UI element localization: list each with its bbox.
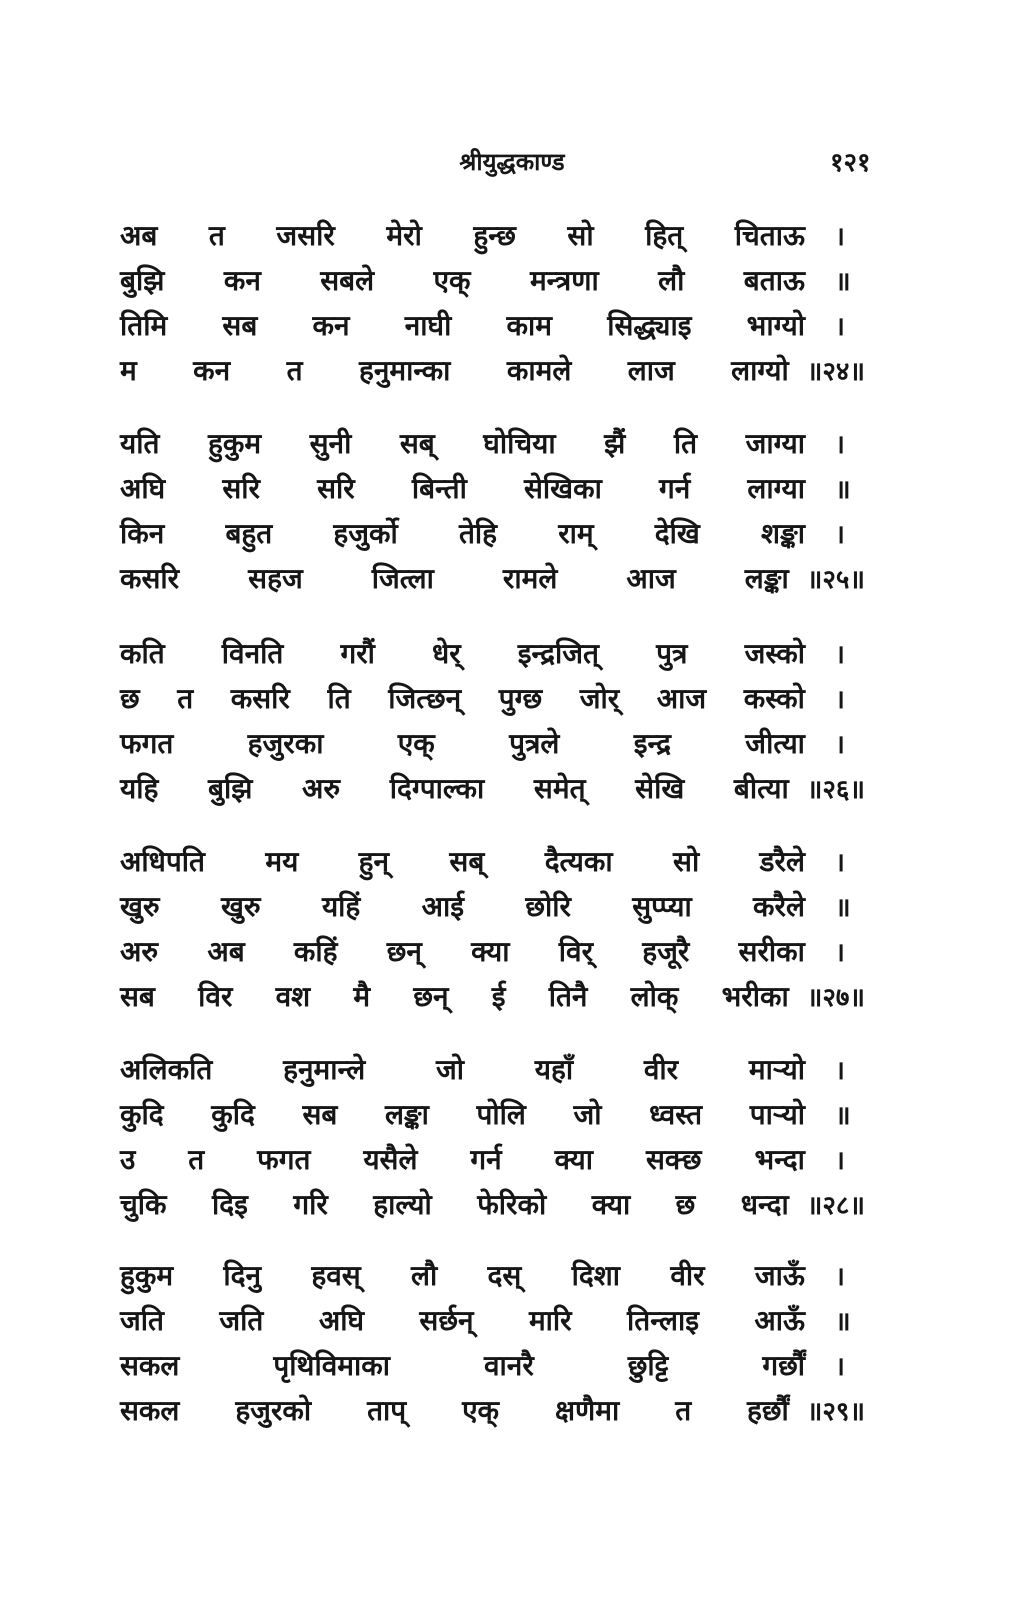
- verse-word: वानरै: [483, 1348, 534, 1382]
- verse-word: तिनै: [548, 979, 588, 1013]
- verse-word: तिमि: [120, 308, 168, 342]
- verse-line: [120, 720, 865, 765]
- verse-word: दिनु: [223, 1258, 262, 1292]
- verse-word: गरौं: [340, 636, 375, 670]
- verse-line-text: [120, 887, 805, 925]
- verse-word: घोचिया: [483, 426, 556, 460]
- verse-word: हवस्: [311, 1258, 361, 1292]
- verse-word: लाग्या: [747, 471, 805, 505]
- verse-word: सुप्प्या: [632, 889, 692, 923]
- verse-word: एक्: [462, 1393, 500, 1427]
- verse-word: सर्छन्: [419, 1303, 474, 1337]
- verse-word: धेर्: [432, 636, 461, 670]
- danda-mark: ।: [835, 1261, 845, 1292]
- verse-word: छुट्टि: [627, 1348, 669, 1382]
- verse-word: एक्: [397, 726, 435, 760]
- danda-mark: ।: [835, 311, 845, 342]
- verse-word: आज: [626, 561, 676, 595]
- verse-line-text: [120, 1301, 805, 1339]
- verse-word: काम: [506, 308, 553, 342]
- verse-line-text: [120, 1095, 805, 1133]
- verse-word: ई: [491, 979, 506, 1013]
- verse-word: पोलि: [476, 1097, 526, 1131]
- verse-word: अरु: [120, 934, 159, 968]
- verse-word: सरीका: [738, 934, 805, 968]
- verse-line-text: [120, 514, 805, 552]
- verse-word: चिताऊ: [734, 218, 805, 252]
- verse-word: बीत्या: [733, 771, 789, 805]
- verse-word: छन्: [386, 934, 422, 968]
- verse-word: कहिं: [293, 934, 338, 968]
- verse-word: त: [286, 353, 303, 387]
- danda-mark: ॥: [835, 474, 851, 505]
- verse-word: बहुत: [225, 516, 273, 550]
- danda-mark: ।: [835, 1055, 845, 1086]
- verse-line-text: [120, 351, 789, 389]
- verse-line: [120, 883, 865, 928]
- verse-word: सो: [673, 844, 700, 878]
- verse-word: बताऊ: [743, 263, 805, 297]
- danda-mark: ।: [835, 937, 845, 968]
- verse-word: सब्: [399, 426, 435, 460]
- verse-word: गर्न: [658, 471, 691, 505]
- verse-word: मेरो: [386, 218, 422, 252]
- verse-line-text: [120, 932, 805, 970]
- verse-word: ताप्: [367, 1393, 407, 1427]
- verse-word: अरु: [302, 771, 341, 805]
- verse-line: [120, 510, 865, 555]
- verse-word: रामले: [502, 561, 558, 595]
- verse-word: यहि: [120, 771, 159, 805]
- danda-mark: ।: [835, 519, 845, 550]
- verse-word: हजुरको: [235, 1393, 312, 1427]
- verse-word: अधिपति: [120, 844, 205, 878]
- verse-word: सेखि: [635, 771, 685, 805]
- verse-word: सो: [567, 218, 594, 252]
- danda-mark: ॥: [835, 266, 851, 297]
- verse-word: पार्‍यो: [749, 1097, 805, 1131]
- verse-line-text: [120, 1256, 805, 1294]
- danda-mark: ।: [835, 847, 845, 878]
- verse-word: त: [188, 1142, 205, 1176]
- verse-word: जीत्या: [745, 726, 805, 760]
- verse-word: हजूरै: [642, 934, 690, 968]
- verse-stanza: [120, 1046, 865, 1226]
- verse-word: लोक्: [630, 979, 679, 1013]
- verse-word: दिइ: [212, 1187, 248, 1221]
- verse-word: छोरि: [525, 889, 571, 923]
- verse-word: पृथिविमाका: [273, 1348, 391, 1382]
- verse-line-text: [120, 634, 805, 672]
- verse-word: कन: [312, 308, 350, 342]
- verse-line: [120, 838, 865, 883]
- verse-word: करैले: [753, 889, 805, 923]
- verse-word: ति: [327, 681, 351, 715]
- verse-number-marker: ॥२५॥: [806, 564, 865, 595]
- verse-word: तेहि: [458, 516, 498, 550]
- verse-word: गर्न: [470, 1142, 502, 1176]
- verse-word: भरीका: [721, 979, 789, 1013]
- verse-word: आई: [421, 889, 464, 923]
- verse-word: सब: [302, 1097, 338, 1131]
- verse-word: यसैले: [363, 1142, 418, 1176]
- verse-line: [120, 630, 865, 675]
- verse-word: कामले: [506, 353, 572, 387]
- verse-line: [120, 302, 865, 347]
- verse-word: सिद्ध्याइ: [607, 308, 692, 342]
- verse-line-text: [120, 724, 805, 762]
- verse-word: हजुर्को: [333, 516, 398, 550]
- verse-line-text: [120, 1346, 805, 1384]
- verse-word: खुरु: [120, 889, 160, 923]
- verse-word: दिशा: [571, 1258, 621, 1292]
- verse-word: कस्को: [743, 681, 805, 715]
- verse-number-marker: ॥२४॥: [806, 356, 865, 387]
- verse-word: फगत: [257, 1142, 311, 1176]
- verse-word: जित्छन्: [388, 681, 462, 715]
- verse-word: मारि: [528, 1303, 572, 1337]
- verse-word: हित्: [645, 218, 684, 252]
- verse-word: भन्दा: [754, 1142, 805, 1176]
- verse-word: सरि: [222, 471, 260, 505]
- verse-line-text: [120, 679, 805, 717]
- verse-word: वीर: [643, 1052, 679, 1086]
- verse-word: पुत्रले: [509, 726, 560, 760]
- verse-line-text: [120, 769, 789, 807]
- verse-word: एक्: [433, 263, 471, 297]
- verse-word: सबले: [320, 263, 375, 297]
- verse-line: [120, 465, 865, 510]
- danda-mark: ॥: [835, 1306, 851, 1337]
- verse-word: शङ्का: [760, 516, 805, 550]
- verse-word: मन्त्रणा: [529, 263, 599, 297]
- verse-word: हजुरका: [247, 726, 324, 760]
- verse-word: फगत: [120, 726, 174, 760]
- verse-word: खुरु: [220, 889, 261, 923]
- verse-word: क्षणैमा: [554, 1393, 620, 1427]
- verse-word: सकल: [120, 1393, 180, 1427]
- verse-word: वश: [275, 979, 311, 1013]
- verse-word: ति: [673, 426, 698, 460]
- verse-word: गर्छौं: [762, 1348, 805, 1382]
- verse-word: सहज: [248, 561, 303, 595]
- verse-line: [120, 973, 865, 1018]
- verse-stanza: [120, 1252, 865, 1432]
- verse-word: राम्: [558, 516, 594, 550]
- verse-line: [120, 1091, 865, 1136]
- verse-word: बिन्ती: [411, 471, 467, 505]
- danda-mark: ।: [835, 1351, 845, 1382]
- verse-word: क्या: [471, 934, 510, 968]
- verse-word: जित्ला: [371, 561, 434, 595]
- verse-word: चुकि: [120, 1187, 167, 1221]
- verse-word: सकल: [120, 1348, 180, 1382]
- verse-word: दिग्पाल्का: [389, 771, 485, 805]
- verse-word: आऊँ: [754, 1303, 805, 1337]
- verse-word: दस्: [487, 1258, 522, 1292]
- verse-word: आज: [656, 681, 707, 715]
- danda-mark: ।: [835, 639, 845, 670]
- verse-number-marker: ॥२८॥: [806, 1190, 865, 1221]
- verse-line-text: [120, 1140, 805, 1178]
- verse-word: जाग्या: [745, 426, 805, 460]
- verse-word: कसरि: [120, 561, 180, 595]
- verse-word: लाज: [627, 353, 675, 387]
- danda-mark: ।: [835, 684, 845, 715]
- verse-word: हनुमान्का: [358, 353, 451, 387]
- verse-word: यति: [120, 426, 160, 460]
- verse-word: सब्: [449, 844, 485, 878]
- verse-number-marker: ॥२९॥: [806, 1396, 865, 1427]
- verse-word: हुकुम: [120, 1258, 174, 1292]
- verse-word: कुदि: [120, 1097, 164, 1131]
- verse-word: देखि: [654, 516, 700, 550]
- verse-word: क्या: [554, 1142, 594, 1176]
- verse-word: सरि: [317, 471, 355, 505]
- verse-word: कन: [193, 353, 231, 387]
- verse-word: हर्छौं: [747, 1393, 789, 1427]
- verse-word: यहिं: [321, 889, 361, 923]
- verse-word: सब: [222, 308, 258, 342]
- verse-word: विर: [198, 979, 233, 1013]
- verse-number-marker: ॥२६॥: [806, 774, 865, 805]
- verse-word: कति: [120, 636, 165, 670]
- verse-word: छ: [675, 1187, 696, 1221]
- danda-mark: ।: [835, 729, 845, 760]
- verse-word: सक्छ: [645, 1142, 702, 1176]
- verse-line: [120, 1297, 865, 1342]
- verse-line: [120, 257, 865, 302]
- verse-line-text: [120, 977, 789, 1015]
- verse-line-text: [120, 842, 805, 880]
- verse-word: मै: [353, 979, 371, 1013]
- verse-word: छ: [120, 681, 140, 715]
- verse-word: कसरि: [230, 681, 290, 715]
- verse-word: लङ्का: [744, 561, 789, 595]
- verse-line: [120, 928, 865, 973]
- verse-line-text: [120, 1050, 805, 1088]
- verse-line: [120, 347, 865, 392]
- verse-line: [120, 1136, 865, 1181]
- verse-stanza: [120, 212, 865, 392]
- verse-word: अलिकति: [120, 1052, 213, 1086]
- verse-word: डरैले: [759, 844, 805, 878]
- verse-word: धन्दा: [740, 1187, 789, 1221]
- verse-word: जति: [219, 1303, 264, 1337]
- verse-word: समेत्: [533, 771, 586, 805]
- verse-word: लौ: [658, 263, 685, 297]
- verse-line-text: [120, 216, 805, 254]
- verse-word: हुन्: [358, 844, 390, 878]
- verse-word: मार्‍यो: [748, 1052, 805, 1086]
- verse-word: नाघी: [404, 308, 452, 342]
- verse-line-text: [120, 261, 805, 299]
- verse-word: विनति: [221, 636, 284, 670]
- verse-word: अघि: [120, 471, 166, 505]
- danda-mark: ।: [835, 221, 845, 252]
- verse-stanza: [120, 420, 865, 600]
- verse-word: मय: [265, 844, 299, 878]
- verse-stanza: [120, 838, 865, 1018]
- verse-word: इन्द्र: [633, 726, 671, 760]
- verse-word: लौ: [411, 1258, 438, 1292]
- verse-number-marker: ॥२७॥: [806, 982, 865, 1013]
- verse-word: जस्को: [744, 636, 805, 670]
- running-header-title: श्रीयुद्धकाण्ड: [459, 148, 565, 176]
- verse-word: झैं: [604, 426, 626, 460]
- verse-word: हनुमान्ले: [283, 1052, 366, 1086]
- verse-word: इन्द्रजित्: [517, 636, 600, 670]
- verse-word: त: [177, 681, 194, 715]
- verse-word: विर्: [558, 934, 594, 968]
- verse-word: बुझि: [207, 771, 253, 805]
- danda-mark: ।: [835, 429, 845, 460]
- verse-line-text: [120, 559, 789, 597]
- verse-word: त: [675, 1393, 692, 1427]
- verse-line: [120, 1342, 865, 1387]
- verse-word: छन्: [413, 979, 449, 1013]
- verse-line: [120, 675, 865, 720]
- verse-word: जो: [573, 1097, 602, 1131]
- verse-line-text: [120, 1185, 789, 1223]
- verse-line: [120, 1252, 865, 1297]
- verse-line: [120, 765, 865, 810]
- verse-word: जोर्: [579, 681, 620, 715]
- verse-word: ध्वस्त: [649, 1097, 703, 1131]
- verse-word: हुकुम: [207, 426, 262, 460]
- verse-line: [120, 1387, 865, 1432]
- verse-word: जसरि: [276, 218, 335, 252]
- verse-word: बुझि: [120, 263, 165, 297]
- verse-word: सब: [120, 979, 155, 1013]
- verse-line: [120, 420, 865, 465]
- verse-word: उ: [120, 1142, 136, 1176]
- verse-line-text: [120, 469, 805, 507]
- verse-word: लङ्का: [384, 1097, 429, 1131]
- verse-word: फेरिको: [477, 1187, 547, 1221]
- verse-word: जति: [120, 1303, 164, 1337]
- verse-word: त: [208, 218, 225, 252]
- verse-line: [120, 555, 865, 600]
- verse-word: हाल्यो: [373, 1187, 432, 1221]
- danda-mark: ।: [835, 1145, 845, 1176]
- verse-word: म: [120, 353, 137, 387]
- verse-word: यहाँ: [534, 1052, 574, 1086]
- verse-word: अब: [207, 934, 245, 968]
- verse-word: गरि: [293, 1187, 328, 1221]
- verse-word: भाग्यो: [746, 308, 805, 342]
- danda-mark: ॥: [835, 1100, 851, 1131]
- verse-word: लाग्यो: [731, 353, 789, 387]
- verse-word: किन: [120, 516, 165, 550]
- verse-line-text: [120, 1391, 789, 1429]
- verse-word: क्या: [591, 1187, 631, 1221]
- verse-word: सुनी: [309, 426, 352, 460]
- verse-word: तिन्लाइ: [627, 1303, 699, 1337]
- danda-mark: ॥: [835, 892, 851, 923]
- verse-line-text: [120, 306, 805, 344]
- verse-word: कुदि: [211, 1097, 255, 1131]
- verse-word: वीर: [670, 1258, 705, 1292]
- verse-line: [120, 212, 865, 257]
- verse-stanza: [120, 630, 865, 810]
- verse-word: कन: [223, 263, 261, 297]
- verse-word: अब: [120, 218, 158, 252]
- verse-line-text: [120, 424, 805, 462]
- verse-word: पुत्र: [656, 636, 688, 670]
- verse-word: जाऊँ: [754, 1258, 805, 1292]
- verse-word: जो: [435, 1052, 464, 1086]
- verse-word: पुग्छ: [498, 681, 543, 715]
- verse-line: [120, 1046, 865, 1091]
- page-number: १२१: [830, 148, 871, 178]
- verse-word: अघि: [318, 1303, 365, 1337]
- verse-line: [120, 1181, 865, 1226]
- verse-word: हुन्छ: [473, 218, 516, 252]
- verse-word: सेखिका: [524, 471, 602, 505]
- verse-word: दैत्यका: [544, 844, 613, 878]
